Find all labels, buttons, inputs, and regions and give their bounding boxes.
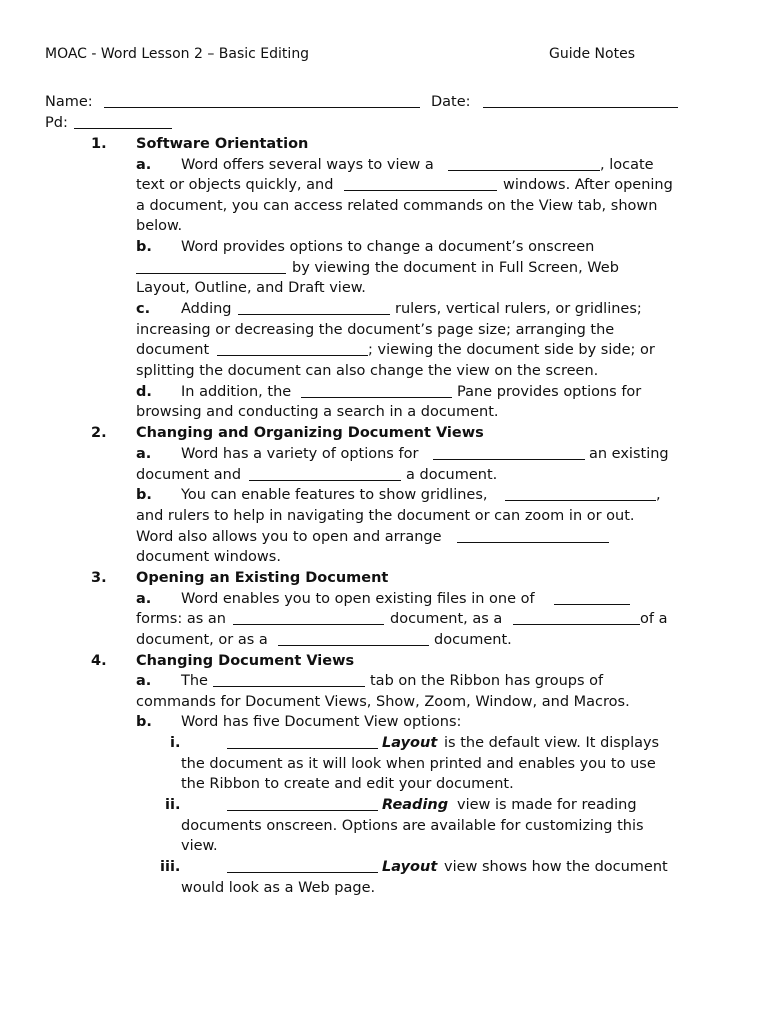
section-number: 1. — [91, 136, 107, 152]
text: would look as a Web page. — [181, 880, 376, 896]
section-title: Changing and Organizing Document Views — [136, 425, 484, 441]
text: The — [181, 673, 208, 689]
text: view. — [181, 838, 218, 854]
section-title: Changing Document Views — [136, 653, 355, 669]
text: document and — [136, 467, 242, 483]
fill-blank[interactable] — [513, 611, 640, 625]
text: splitting the document can also change the view on the screen. — [136, 363, 599, 379]
fill-blank[interactable] — [554, 591, 630, 605]
text: Word enables you to open existing files in one of — [181, 591, 535, 607]
text: In addition, the — [181, 384, 292, 400]
bold-italic-term: Layout — [382, 735, 438, 751]
fill-blank[interactable] — [344, 177, 497, 191]
section-title: Software Orientation — [136, 136, 309, 152]
text: Word has a variety of options for — [181, 446, 419, 462]
text: Word offers several ways to view a — [181, 157, 434, 173]
pd-blank[interactable] — [74, 115, 172, 129]
fill-blank[interactable] — [227, 735, 378, 749]
fill-blank[interactable] — [505, 487, 656, 501]
text: Layout, Outline, and Draft view. — [136, 280, 366, 296]
section-number: 2. — [91, 425, 107, 441]
text: document — [136, 342, 210, 358]
text: Word has five Document View options: — [181, 714, 462, 730]
text: is the default view. It displays — [444, 735, 660, 751]
text: of a — [640, 611, 668, 627]
fill-blank[interactable] — [217, 342, 368, 356]
text: browsing and conducting a search in a document. — [136, 404, 499, 420]
item-letter: a. — [136, 673, 152, 689]
fill-blank[interactable] — [278, 632, 429, 646]
text: view shows how the document — [444, 859, 668, 875]
date-blank[interactable] — [483, 94, 678, 108]
section-title: Opening an Existing Document — [136, 570, 389, 586]
fill-blank[interactable] — [433, 446, 585, 460]
item-letter: c. — [136, 301, 151, 317]
text: document. — [434, 632, 512, 648]
roman-numeral: i. — [170, 735, 181, 751]
section-number: 3. — [91, 570, 107, 586]
text: windows. After opening — [503, 177, 673, 193]
text: Adding — [181, 301, 232, 317]
text: and rulers to help in navigating the document or can zoom in or out. — [136, 508, 635, 524]
doc-header-guide-notes: Guide Notes — [549, 46, 635, 62]
roman-numeral: ii. — [165, 797, 181, 813]
item-letter: a. — [136, 446, 152, 462]
roman-numeral: iii. — [160, 859, 181, 875]
text: Word provides options to change a document’s onscreen — [181, 239, 595, 255]
item-letter: b. — [136, 239, 152, 255]
doc-header-title: MOAC - Word Lesson 2 – Basic Editing — [45, 46, 310, 62]
date-label: Date: — [431, 94, 471, 110]
fill-blank[interactable] — [457, 529, 609, 543]
text: by viewing the document in Full Screen, Web — [292, 260, 619, 276]
fill-blank[interactable] — [301, 384, 452, 398]
item-letter: b. — [136, 487, 152, 503]
text: tab on the Ribbon has groups of — [370, 673, 604, 689]
item-letter: d. — [136, 384, 152, 400]
bold-italic-term: Layout — [382, 859, 438, 875]
name-blank[interactable] — [104, 94, 420, 108]
text: the Ribbon to create and edit your document. — [181, 776, 514, 792]
text: , locate — [600, 157, 654, 173]
fill-blank[interactable] — [249, 467, 401, 481]
text: commands for Document Views, Show, Zoom, Window, and Macros. — [136, 694, 630, 710]
text: documents onscreen. Options are available for customizing this — [181, 818, 644, 834]
text: forms: as an — [136, 611, 226, 627]
section-number: 4. — [91, 653, 107, 669]
text: You can enable features to show gridlines, — [181, 487, 488, 503]
fill-blank[interactable] — [213, 673, 365, 687]
text: Word also allows you to open and arrange — [136, 529, 442, 545]
name-label: Name: — [45, 94, 93, 110]
text: text or objects quickly, and — [136, 177, 334, 193]
fill-blank[interactable] — [233, 611, 384, 625]
fill-blank[interactable] — [448, 157, 600, 171]
text: below. — [136, 218, 183, 234]
text: the document as it will look when printed and enables you to use — [181, 756, 656, 772]
fill-blank[interactable] — [238, 301, 390, 315]
text: , — [656, 487, 661, 503]
text: view is made for reading — [457, 797, 637, 813]
fill-blank[interactable] — [227, 859, 378, 873]
bold-italic-term: Reading — [382, 797, 449, 813]
text: Pane provides options for — [457, 384, 642, 400]
item-letter: a. — [136, 157, 152, 173]
fill-blank[interactable] — [227, 797, 378, 811]
text: increasing or decreasing the document’s page size; arranging the — [136, 322, 615, 338]
item-letter: a. — [136, 591, 152, 607]
item-letter: b. — [136, 714, 152, 730]
text: rulers, vertical rulers, or gridlines; — [395, 301, 642, 317]
text: document, as a — [390, 611, 503, 627]
text: ; viewing the document side by side; or — [368, 342, 655, 358]
text: document windows. — [136, 549, 281, 565]
fill-blank[interactable] — [136, 260, 286, 274]
text: document, or as a — [136, 632, 268, 648]
text: an existing — [589, 446, 669, 462]
text: a document, you can access related commands on the View tab, shown — [136, 198, 658, 214]
pd-label: Pd: — [45, 115, 68, 131]
text: a document. — [406, 467, 498, 483]
